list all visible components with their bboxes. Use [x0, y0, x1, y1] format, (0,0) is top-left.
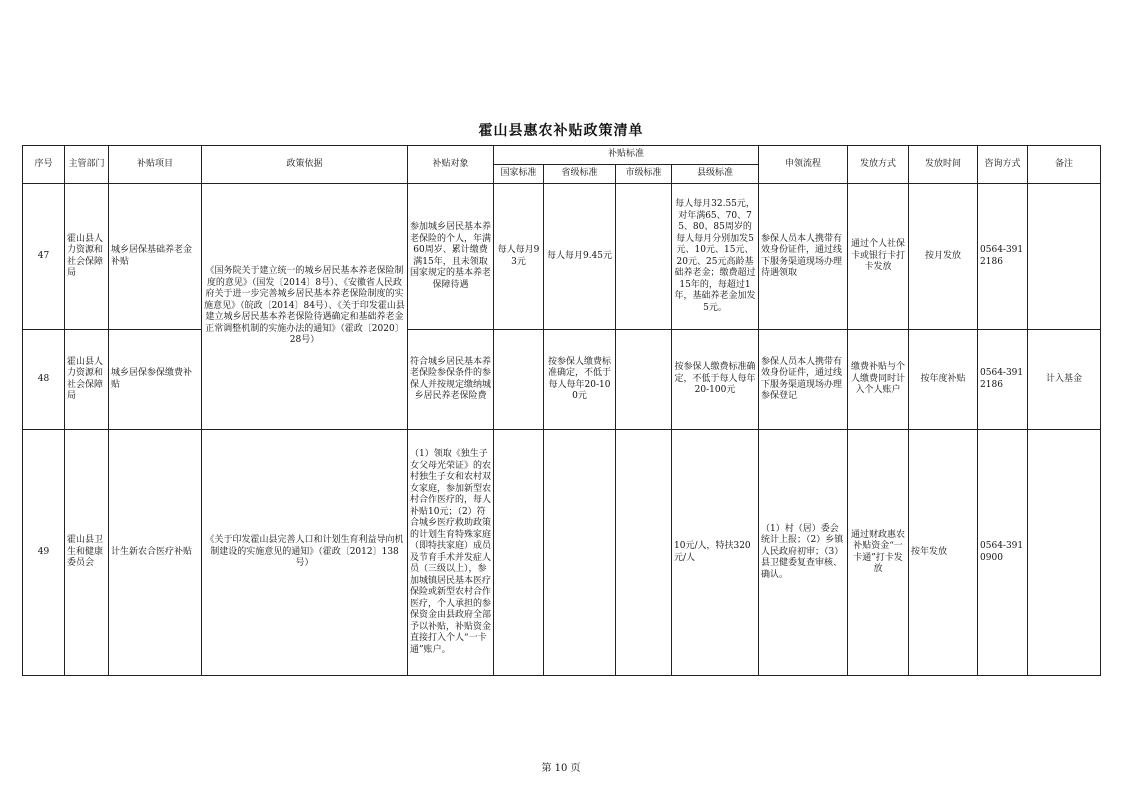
row-method: 缴费补贴与个人缴费同时计入个人账户: [848, 330, 909, 430]
header-note: 备注: [1028, 146, 1101, 184]
page-number: 第 10 页: [541, 763, 581, 774]
row-dept: 霍山县人力资源和社会保障局: [65, 330, 109, 430]
header-item: 补贴项目: [109, 146, 202, 184]
header-provincial: 省级标准: [544, 165, 616, 184]
header-method: 发放方式: [848, 146, 909, 184]
row-city: [616, 184, 672, 330]
row-no: 47: [23, 184, 65, 330]
row-time: 按月发放: [909, 184, 978, 330]
row-item: 城乡居保基础养老金补贴: [109, 184, 202, 330]
header-national: 国家标准: [494, 165, 544, 184]
row-provincial: 按参保人缴费标准确定，不低于每人每年20-100元: [544, 330, 616, 430]
row-basis: 《关于印发霍山县完善人口和计划生育利益导向机制建设的实施意见的通知》（霍政〔2012〕138号）: [202, 430, 408, 676]
row-dept: 霍山县人力资源和社会保障局: [65, 184, 109, 330]
row-target: 参加城乡居民基本养老保险的个人，年满60周岁、累计缴费满15年，且未领取国家规定的基本养老保障待遇: [408, 184, 494, 330]
row-contact: 0564-3912186: [978, 330, 1028, 430]
row-item: 计生新农合医疗补贴: [109, 430, 202, 676]
row-dept: 霍山县卫生和健康委员会: [65, 430, 109, 676]
row-national: [494, 430, 544, 676]
row-city: [616, 330, 672, 430]
header-target: 补贴对象: [408, 146, 494, 184]
row-time: 按年发放: [909, 430, 978, 676]
row-process: （1）村（居）委会统计上报；（2）乡镇人民政府初审；（3）县卫健委复查审核、确认。: [759, 430, 848, 676]
row-note: 计入基金: [1028, 330, 1101, 430]
header-dept: 主管部门: [65, 146, 109, 184]
policy-table: [22, 145, 1101, 676]
row-basis: 《国务院关于建立统一的城乡居民基本养老保险制度的意见》（国发〔2014〕8号）、《安徽省人民政府关于进一步完善城乡居民基本养老保险制度的实施意见》（皖政〔2014〕84号）、《关于印发霍山县建立城乡居民基本养老保险待遇确定和基础养老金正常调整机制的实施办法的通知》（霍政〔2020〕28号）: [202, 184, 408, 430]
row-method: 通过个人社保卡或银行卡打卡发放: [848, 184, 909, 330]
row-national: [494, 330, 544, 430]
row-item: 城乡居保参保缴费补贴: [109, 330, 202, 430]
row-no: 48: [23, 330, 65, 430]
row-contact: 0564-3912186: [978, 184, 1028, 330]
header-time: 发放时间: [909, 146, 978, 184]
header-city: 市级标准: [616, 165, 672, 184]
header-contact: 咨询方式: [978, 146, 1028, 184]
table-row: [23, 184, 1101, 330]
row-note: [1028, 430, 1101, 676]
header-standard: 补贴标准: [494, 146, 759, 165]
table-row: [23, 330, 1101, 430]
row-national: 每人每月93元: [494, 184, 544, 330]
row-county: 每人每月32.55元，对年满65、70、75、80、85周岁的每人每月分别加发5元、10元、15元、20元、25元高龄基础养老金；缴费超过15年的，每超过1年，基础养老金加发5元。: [672, 184, 759, 330]
row-contact: 0564-3910900: [978, 430, 1028, 676]
row-target: 符合城乡居民基本养老保险参保条件的参保人并按规定缴纳城乡居民养老保险费: [408, 330, 494, 430]
row-time: 按年度补贴: [909, 330, 978, 430]
header-county: 县级标准: [672, 165, 759, 184]
row-no: 49: [23, 430, 65, 676]
header-row: [23, 146, 1101, 165]
row-process: 参保人员本人携带有效身份证件，通过线下服务渠道现场办理参保登记: [759, 330, 848, 430]
table-row: [23, 430, 1101, 676]
row-note: [1028, 184, 1101, 330]
header-process: 申领流程: [759, 146, 848, 184]
page-title: 霍山县惠农补贴政策清单: [478, 123, 644, 139]
row-city: [616, 430, 672, 676]
row-county: 10元/人，特扶320元/人: [672, 430, 759, 676]
row-method: 通过财政惠农补贴资金“一卡通”打卡发放: [848, 430, 909, 676]
row-provincial: [544, 430, 616, 676]
header-basis: 政策依据: [202, 146, 408, 184]
row-process: 参保人员本人携带有效身份证件，通过线下服务渠道现场办理待遇领取: [759, 184, 848, 330]
row-target: （1）领取《独生子女父母光荣证》的农村独生子女和农村双女家庭，参加新型农村合作医疗的，每人补贴10元；（2）符合城乡医疗救助政策的计划生育特殊家庭（即特扶家庭）成员及节育手术并发症人员（三级以上），参加城镇居民基本医疗保险或新型农村合作医疗，个人承担的参保资金由县政府全部予以补贴，补贴资金直接打入个人“一卡通”账户。: [408, 430, 494, 676]
row-county: 按参保人缴费标准确定，不低于每人每年20-100元: [672, 330, 759, 430]
row-provincial: 每人每月9.45元: [544, 184, 616, 330]
header-no: 序号: [23, 146, 65, 184]
